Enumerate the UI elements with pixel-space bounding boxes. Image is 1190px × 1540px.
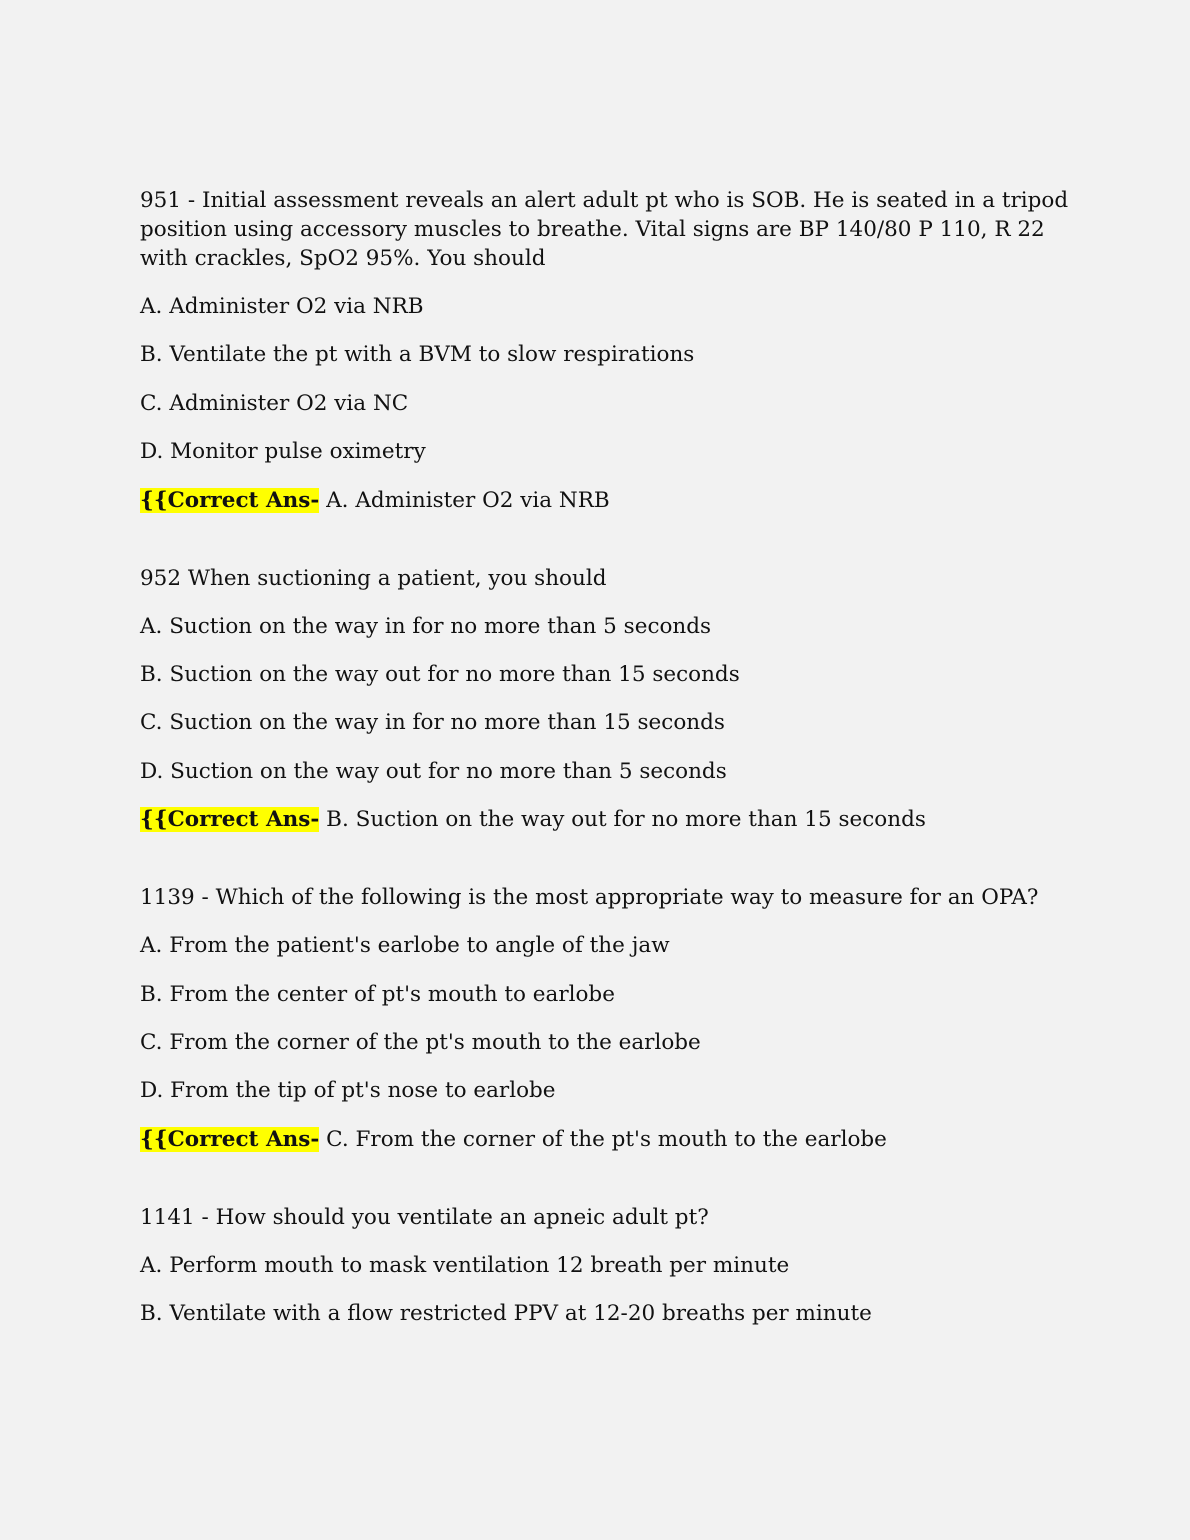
question-stem: 952 When suctioning a patient, you should [140,565,607,591]
answer-option-b: B. Suction on the way out for no more than 15 seconds [140,661,740,687]
answer-option-b: B. From the center of pt's mouth to earlobe [140,981,615,1007]
correct-answer-tag: {{Correct Ans- [140,807,320,833]
correct-answer-tag: {{Correct Ans- [140,1126,320,1152]
question-1141 [140,1203,1070,1328]
question-stem: 951 - Initial assessment reveals an alert adult pt who is SOB. He is seated in a tripod position using accessory muscles to breathe. Vital signs are BP 140/80 P 110, R 22 with crackles, SpO2 95%. You should [140,188,1069,271]
answer-option-c: C. Suction on the way in for no more than 15 seconds [140,710,725,736]
answer-option-b: B. Ventilate with a flow restricted PPV at 12-20 breaths per minute [140,1301,872,1327]
answer-option-a: A. Administer O2 via NRB [140,294,424,319]
answer-option-d: D. Monitor pulse oximetry [140,439,426,465]
question-stem: 1141 - How should you ventilate an apneic adult pt? [140,1204,709,1230]
correct-answer-line [140,805,1070,834]
document-page [140,186,1070,1377]
correct-answer-text: A. Administer O2 via NRB [326,487,610,513]
answer-option-a: A. Suction on the way in for no more than 5 seconds [140,613,712,639]
answer-option-c: C. Administer O2 via NC [140,390,409,416]
answer-option-b: B. Ventilate the pt with a BVM to slow respirations [140,342,695,368]
correct-answer-text: C. From the corner of the pt's mouth to the earlobe [326,1126,887,1152]
question-1139 [140,883,1070,1154]
answer-option-d: D. From the tip of pt's nose to earlobe [140,1078,556,1104]
question-952 [140,564,1070,835]
correct-answer-text: B. Suction on the way out for no more than 15 seconds [326,807,926,833]
question-951 [140,186,1070,515]
answer-option-d: D. Suction on the way out for no more than 5 seconds [140,758,727,784]
answer-option-a: A. Perform mouth to mask ventilation 12 breath per minute [140,1252,790,1278]
correct-answer-tag: {{Correct Ans- [140,487,320,513]
correct-answer-line [140,1125,1070,1154]
question-stem: 1139 - Which of the following is the most appropriate way to measure for an OPA? [140,885,1039,911]
answer-option-c: C. From the corner of the pt's mouth to the earlobe [140,1029,701,1055]
correct-answer-line [140,486,1070,515]
answer-option-a: A. From the patient's earlobe to angle of the jaw [140,933,670,959]
